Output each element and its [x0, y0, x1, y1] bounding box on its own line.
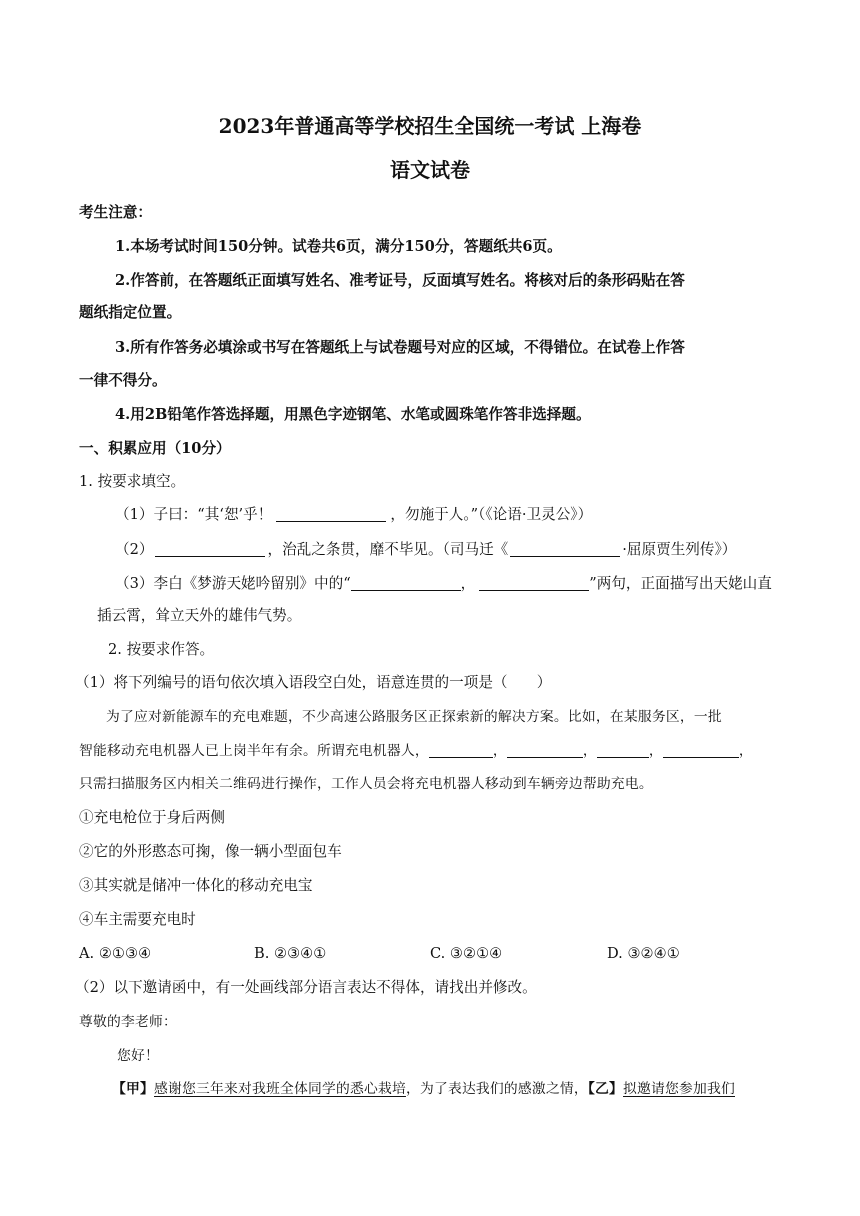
exam-title: 2023年普通高等学校招生全国统一考试 上海卷: [218, 114, 642, 138]
passage-blank[interactable]: [663, 743, 739, 758]
notice-item-2-cont: 题纸指定位置。: [79, 304, 182, 321]
q1-part-2: （2） ，治乱之条贯，靡不毕见。（司马迁《 ·屈原贾生列传》）: [115, 541, 737, 558]
answer-blank[interactable]: [510, 542, 620, 557]
marker-jia: 【甲】: [112, 1081, 154, 1097]
letter-body-line: 【甲】感谢您三年来对我班全体同学的悉心栽培，为了表达我们的感激之情，【乙】拟邀请您参加我们: [112, 1081, 735, 1097]
passage-line-3: 只需扫描服务区内相关二维码进行操作，工作人员会将充电机器人移动到车辆旁边帮助充电。: [79, 776, 653, 792]
notice-heading: 考生注意：: [79, 204, 152, 221]
notice-item-4: 4.用2B铅笔作答选择题，用黑色字迹钢笔、水笔或圆珠笔作答非选择题。: [115, 406, 591, 423]
q2-sub1: （1）将下列编号的语句依次填入语段空白处，语意连贯的一项是（ ）: [75, 674, 552, 691]
notice-item-3: 3.所有作答务必填涂或书写在答题纸上与试卷题号对应的区域，不得错位。在试卷上作答: [115, 339, 685, 356]
option-c[interactable]: C. ③②①④: [430, 945, 503, 962]
q1-part-3-cont: 插云霄，耸立天外的雄伟气势。: [97, 607, 302, 624]
sentence-4: ④车主需要充电时: [79, 911, 196, 928]
passage-blank[interactable]: [507, 743, 583, 758]
sentence-1: ①充电枪位于身后两侧: [79, 809, 225, 826]
marker-yi: 【乙】: [587, 1081, 624, 1097]
sentence-2: ②它的外形憨态可掬，像一辆小型面包车: [79, 843, 342, 860]
notice-item-2: 2.作答前，在答题纸正面填写姓名、准考证号，反面填写姓名。将核对后的条形码贴在答: [115, 272, 685, 289]
passage-blank[interactable]: [597, 743, 649, 758]
q1-stem: 1. 按要求填空。: [79, 473, 186, 490]
option-d[interactable]: D. ③②④①: [607, 945, 680, 962]
letter-greeting: 您好！: [117, 1048, 159, 1064]
passage-line-1: 为了应对新能源车的充电难题，不少高速公路服务区正探索新的解决方案。比如，在某服务区，一批: [106, 709, 722, 725]
option-b[interactable]: B. ②③④①: [254, 945, 327, 962]
passage-blank[interactable]: [429, 743, 493, 758]
q1-part-3: （3）李白《梦游天姥吟留别》中的“ ， ”两句，正面描写出天姥山直: [115, 575, 772, 592]
underlined-phrase-jia: 感谢您三年来对我班全体同学的悉心栽培: [154, 1081, 406, 1097]
option-a[interactable]: A. ②①③④: [79, 945, 152, 962]
section-heading: 一、积累应用（10分）: [79, 440, 231, 457]
exam-subtitle: 语文试卷: [390, 158, 470, 182]
q2-stem: 2. 按要求作答。: [108, 641, 215, 658]
answer-blank[interactable]: [276, 507, 386, 522]
notice-item-1: 1.本场考试时间150分钟。试卷共6页，满分150分，答题纸共6页。: [115, 238, 562, 255]
underlined-phrase-yi: 拟邀请您参加我们: [623, 1081, 735, 1097]
q2-sub2: （2）以下邀请函中，有一处画线部分语言表达不得体，请找出并修改。: [75, 979, 537, 996]
answer-blank[interactable]: [479, 576, 589, 591]
passage-line-2: 智能移动充电机器人已上岗半年有余。所谓充电机器人， ， ， ， ，: [79, 743, 753, 759]
q1-part-1: （1）子曰：“其‘恕’乎！ ，勿施于人。”（《论语·卫灵公》）: [115, 506, 593, 523]
notice-item-3-cont: 一律不得分。: [79, 372, 167, 389]
letter-salutation: 尊敬的李老师：: [79, 1014, 177, 1030]
answer-blank[interactable]: [351, 576, 461, 591]
sentence-3: ③其实就是储冲一体化的移动充电宝: [79, 877, 313, 894]
answer-blank[interactable]: [155, 542, 265, 557]
